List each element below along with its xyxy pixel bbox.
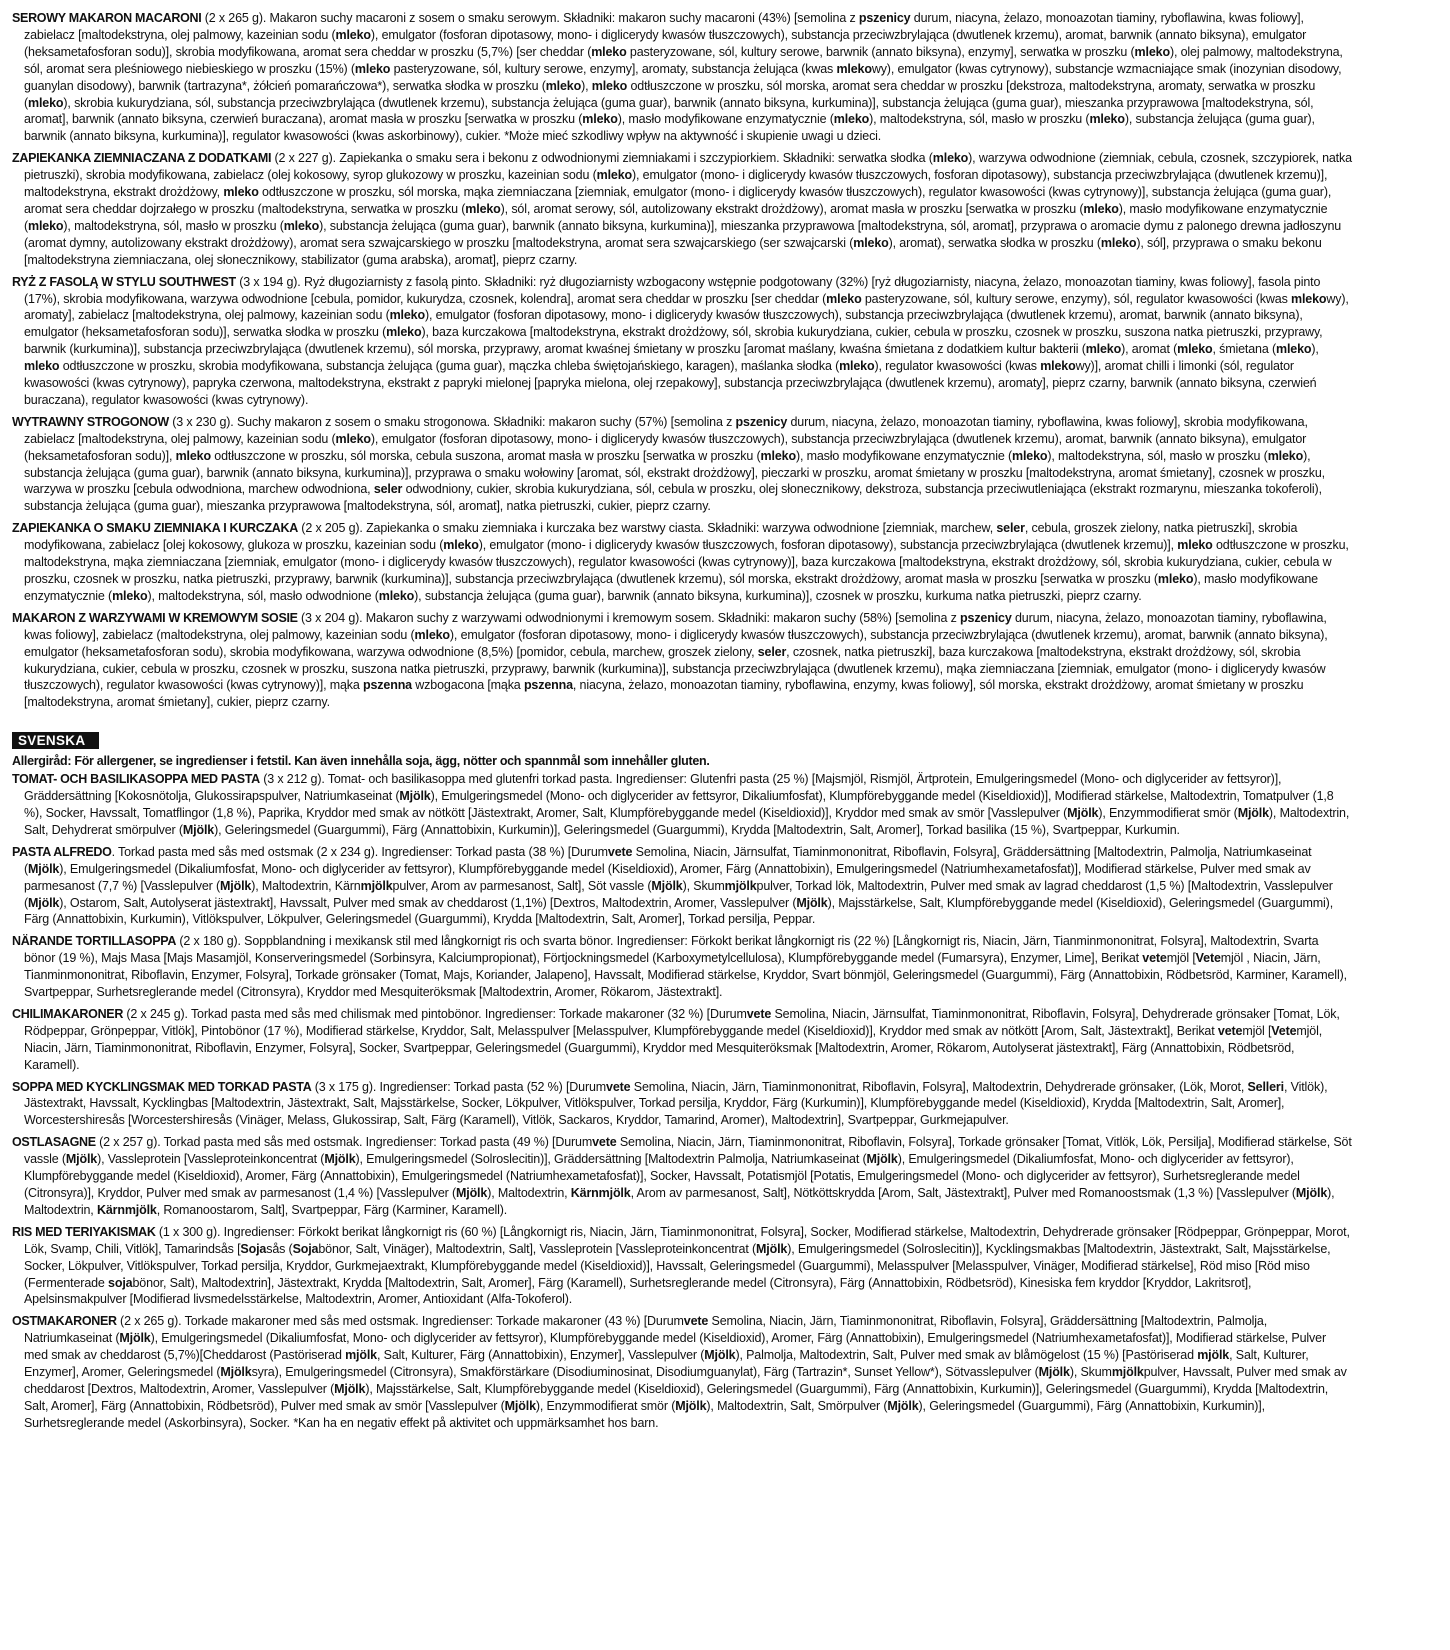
allergen-highlight: Vete — [1195, 951, 1221, 966]
product-entry — [12, 414, 1352, 515]
allergen-highlight: pszenna — [363, 678, 412, 693]
product-size: (2 x 265 g). — [201, 11, 270, 25]
product-size: (3 x 194 g). — [235, 274, 304, 289]
allergen-highlight: mleko — [1089, 112, 1125, 127]
allergen-highlight: mleko — [28, 95, 64, 110]
allergen-highlight: mleko — [223, 185, 259, 200]
allergen-highlight: Mjölk — [220, 878, 252, 893]
product-size: . — [111, 844, 118, 859]
allergen-highlight: Mjölk — [28, 895, 60, 910]
allergen-highlight: seler — [996, 521, 1025, 536]
allergen-highlight: mleko — [1012, 448, 1048, 463]
product-size: (3 x 212 g). — [259, 772, 328, 787]
product-entry — [12, 520, 1352, 605]
product-entry — [12, 10, 1352, 145]
product-size: (3 x 230 g). — [168, 414, 237, 429]
product-title: RIS MED TERIYAKISMAK — [12, 1224, 156, 1239]
swedish-section — [12, 771, 1352, 1432]
allergen-highlight: Mjölk — [334, 1381, 366, 1396]
allergen-highlight: vete — [592, 1135, 617, 1150]
allergen-highlight: Vete — [1271, 1023, 1297, 1038]
allergen-highlight: Mjölk — [119, 1331, 151, 1346]
allergen-highlight: vete — [746, 1006, 772, 1021]
product-entry — [12, 933, 1352, 1001]
product-size: (1 x 300 g). — [155, 1224, 224, 1239]
product-size: (2 x 257 g). — [95, 1135, 164, 1150]
allergen-highlight: Selleri — [1247, 1079, 1284, 1094]
allergen-highlight: mleko — [28, 218, 64, 233]
product-ingredients: Torkad pasta med sås med ostsmak. Ingredienser: Torkad pasta (49 %) [Durumvete Semolina, Niacin, Järn, Tiaminmononitrat, Riboflavin, Folsyra], Torkade grönsaker [Tomat, Vitlök, Lök, Persilja], Modifierad stärkelse, Söt vassle (Mjölk), Vassleprotein [Vassleproteinkoncentrat (Mjölk), Emulgeringsmedel (Solroslecitin)], Gräddersättning [Maltodextrin Palmolja, Natriumkaseinat (Mjölk), Emulgeringsmedel (Dikaliumfosfat, Mono- och diglycerider av fettsyror), Klumpförebyggande medel (Kiseldioxid), Aromer, Färg (Annattobixin), Emulgeringsmedel (Natriumhexametafosfat)], Socker, Havssalt, Potatismjöl [Potatis, Emulgeringsmedel (Mono- och diglycerider av fettsyror), Surhetsreglerande medel (Citronsyra)], Kryddor, Pulver med smak av parmesanost (1,4 %) [Vasslepulver (Mjölk), Maltodextrin, Kärnmjölk, Arom av parmesanost, Salt], Nötköttskrydda [Arom, Salt, Jästextrakt], Pulver med Romanoostsmak (1,3 %) [Vasslepulver (Mjölk), Maltodextrin, Kärnmjölk, Romanoostarom, Salt], Svartpeppar, Färg (Karminer, Karamell). — [24, 1135, 1352, 1217]
allergen-highlight: mleko — [465, 201, 501, 216]
allergen-highlight: Mjölk — [182, 822, 215, 837]
product-ingredients: Torkad pasta med sås med chilismak med pintobönor. Ingredienser: Torkade makaroner (32 %) [Durumvete Semolina, Niacin, Järnsulfat, Tiaminmononitrat, Riboflavin, Folsyra], Dehydrerade grönsaker [Tomat, Lök, Rödpeppar, Grönpeppar, Vitlök], Pintobönor (17 %), Modifierad stärkelse, Kryddor, Salt, Melasspulver [Melasspulver, Klumpförebyggande medel (Kiseldioxid)], Kryddor med smak av nötkött [Arom, Salt, Jästextrakt], Berikat vetemjöl [Vetemjöl, Niacin, Järn, Tiaminmononitrat, Riboflavin, Enzymer, Folsyra], Socker, Svartpeppar, Geleringsmedel (Guargummi), Kryddor med Mesquiteröksmak [Maltodextrin, Aromer, Rökarom, Autolyserat jästextrakt], Färg (Annattobixin, Rödbetsröd, Karamell). — [24, 1006, 1340, 1072]
allergen-highlight: mleko — [389, 308, 425, 323]
product-ingredients: Torkad pasta med sås med ostsmak (2 x 234 g). Ingredienser: Torkad pasta (38 %) [Durumvete Semolina, Niacin, Järnsulfat, Tiaminmononitrat, Riboflavin, Folsyra], Gräddersättning [Maltodextrin, Palmolja, Natriumkaseinat (Mjölk), Emulgeringsmedel (Dikaliumfosfat, Mono- och diglycerider av fettsyror), Klumpförebyggande medel (Kiseldioxid), Aromer, Färg (Annattobixin), Emulgeringsmedel (Natriumhexametafosfat)], Modifierad stärkelse, Pulver med smak av parmesanost (7,7 %) [Vasslepulver (Mjölk), Maltodextrin, Kärnmjölkpulver, Arom av parmesanost, Salt], Söt vassle (Mjölk), Skummjölkpulver, Torkad lök, Maltodextrin, Pulver med smak av lagrad cheddarost (1,5 %) [Maltodextrin, Vasslepulver (Mjölk), Ostarom, Salt, Autolyserat jästextrakt], Havssalt, Pulver med smak av cheddarost (1,1%) [Dextros, Maltodextrin, Aromer, Vasslepulver (Mjölk), Majsstärkelse, Salt, Klumpförebyggande medel (Kiseldioxid), Geleringsmedel (Guargummi), Färg (Annattobixin, Kurkumin), Vitlökspulver, Lökpulver, Geleringsmedel (Guargummi), Krydda [Maltodextrin, Salt, Aromer], Torkad persilja, Peppar. — [24, 844, 1334, 927]
product-ingredients: Ryż długoziarnisty z fasolą pinto. Składniki: ryż długoziarnisty wzbogacony wstępnie podgotowany (32%) [ryż długoziarnisty, niacyna, żelazo, monoazotan tiaminy, kwas foliowy], fasola pinto (17%), skrobia modyfikowana, warzywa odwodnione [cebula, pomidor, kukurydza, czosnek, kolendra], aromat sera cheddar w proszku [ser cheddar (mleko pasteryzowane, sól, kultury serowe, enzymy), sól, regulator kwasowości (kwas mlekowy), aromaty], zabielacz [maltodekstryna, olej palmowy, kazeinian sodu (mleko), emulgator (fosforan dipotasowy, mono- i diglicerydy kwasów tłuszczowych), substancja przeciwzbrylająca (dwutlenek krzemu), aromat, barwnik (annato biksyna), emulgator (heksametafosforan sodu)], serwatka słodka w proszku (mleko), baza kurczakowa [maltodekstryna, ekstrakt drożdżowy, sól, skrobia kukurydziana, cukier, cebula w proszku, czosnek w proszku, suszona natka pietruszki, przyprawy, barwnik (kurkumina)], substancja przeciwzbrylająca (dwutlenek krzemu), sól morska, przyprawy, aromat kwaśnej śmietany w proszku [aromat maślany, kwaśna śmietana z dodatkiem kultur bakterii (mleko), aromat (mleko, śmietana (mleko), mleko odtłuszczone w proszku, skrobia modyfikowana, substancja żelująca (guma guar), mączka chleba świętojańskiego, karagen), maślanka słodka (mleko), regulator kwasowości (kwas mlekowy)], aromat chilli i limonki (sól, regulator kwasowości (kwas cytrynowy), papryka czerwona, maltodekstryna, ekstrakt z papryki mielonej [papryka mielona, olej rzepakowy], substancja przeciwzbrylająca (dwutlenek krzemu), aromaty], pieprz czarny, barwnik (annato biksyna, czerwień buraczana), regulator kwasowości (kwas cytrynowy). — [24, 274, 1349, 407]
allergen-highlight: seler — [757, 644, 787, 659]
product-ingredients: Ingredienser: Torkad pasta (52 %) [Durumvete Semolina, Niacin, Järn, Tiaminmononitrat, Riboflavin, Folsyra], Maltodextrin, Dehydrerade grönsaker, (Lök, Morot, Selleri, Vitlök), Jästextrakt, Havssalt, Kycklingbas [Maltodextrin, Jästextrakt, Salt, Majsstärkelse, Socker, Lökpulver, Vitlökspulver, Torkad persilja, Kryddor, Färg (Kurkumin)], Klumpförebyggande medel (Kiseldioxid), Krydda [Maltodextrin, Salt, Aromer], Worcestershiresås [Worcestershiresås (Vinäger, Melass, Glukossirap, Salt, Färg (Karamell), Vitlök, Sackaros, Kryddor, Tamarind, Aromer), Maltodextrin], Svartpeppar, Gurkmejapulver. — [24, 1079, 1328, 1128]
product-ingredients: Ingredienser: Förkokt berikat långkornigt ris (60 %) [Långkornigt ris, Niacin, Järn, Tiaminmononitrat, Folsyra], Socker, Modifierad stärkelse, Maltodextrin, Dehydrerade grönsaker [Rödpeppar, Grönpeppar, Morot, Lök, Svamp, Chili, Vitlök], Tamarindsås [Sojasås (Sojabönor, Salt, Vinäger), Maltodextrin, Salt], Vassleprotein [Vassleproteinkoncentrat (Mjölk), Emulgeringsmedel (Solroslecitin)], Kycklingsmakbas [Maltodextrin, Jästextrakt, Salt, Majsstärkelse, Socker, Lökpulver, Vitlökspulver, Torkad persilja, Kryddor, Gurkmejaextrakt, Klumpförebyggande medel (Kiseldioxid)], Havssalt, Geleringsmedel (Guargummi), Melasspulver [Melasspulver, Vinäger, Modifierad stärkelse], Röd miso [Röd miso (Fermenterade sojabönor, Salt), Maltodextrin], Jästextrakt, Krydda [Maltodextrin, Salt, Aromer], Färg (Karamell), Surhetsreglerande medel (Citronsyra), Färg (Annattobixin, Rödbetsröd), Kinesiska fem kryddor [Kryddor, Lakritsrot], Apelsinsmakpulver [Modifierad livsmedelsstärkelse, Maltodextrin, Aromer, Antioxidant (Alfa-Tokoferol). — [24, 1224, 1350, 1307]
allergen-highlight: mleko — [760, 448, 796, 463]
product-title: OSTMAKARONER — [12, 1314, 117, 1329]
allergen-highlight: vete — [607, 844, 633, 859]
product-entry — [12, 150, 1352, 268]
allergen-highlight: mleko — [1157, 572, 1194, 586]
allergen-highlight: mjölk — [345, 1348, 377, 1363]
allergen-highlight: mleko — [386, 325, 422, 340]
allergen-highlight: mleko — [1083, 201, 1119, 216]
product-size: (2 x 205 g). — [297, 521, 367, 536]
allergen-highlight: mleko — [354, 61, 391, 76]
allergen-highlight: Mjölk — [65, 1152, 98, 1167]
allergen-highlight: Mjölk — [1067, 805, 1099, 820]
allergen-highlight: Mjölk — [756, 1241, 788, 1256]
allergen-highlight: mjölk — [360, 878, 393, 893]
allergen-highlight: vete — [1217, 1023, 1243, 1038]
allergen-highlight: Mjölk — [675, 1398, 707, 1413]
allergen-highlight: vete — [683, 1314, 709, 1329]
allergen-highlight: Mjölk — [28, 861, 60, 876]
allergen-highlight: pszenicy — [858, 11, 911, 25]
allergen-highlight: mleko — [591, 44, 627, 59]
allergen-highlight: mjölk — [1197, 1348, 1230, 1363]
product-entry — [12, 610, 1352, 711]
product-entry — [12, 1079, 1352, 1130]
product-entry — [12, 1006, 1352, 1074]
allergen-highlight: mleko — [826, 291, 862, 306]
allergen-highlight: mleko — [335, 27, 371, 42]
allergen-highlight: Mjölk — [796, 895, 828, 910]
product-ingredients: Makaron suchy macaroni z sosem o smaku serowym. Składniki: makaron suchy macaroni (43%) [semolina z pszenicy durum, niacyna, żelazo, monoazotan tiaminy, ryboflawina, kwas foliowy], zabielacz [maltodekstryna, olej palmowy, kazeinian sodu (mleko), emulgator (fosforan dipotasowy, mono- i diglicerydy kwasów tłuszczowych), substancja przeciwzbrylająca (dwutlenek krzemu), aromat, barwnik (annato biksyna), emulgator (heksametafosforan sodu)], skrobia modyfikowana, aromat sera cheddar w proszku (5,7%) [ser cheddar (mleko pasteryzowane, sól, kultury serowe, barwnik (annato biksyna), enzymy], serwatka w proszku (mleko), olej palmowy, maltodekstryna, sól, aromat sera pleśniowego niebieskiego w proszku (15%) (mleko pasteryzowane, sól, kultury serowe, enzymy], aromaty, substancja żelująca (kwas mlekowy), emulgator (kwas cytrynowy), substancje wzmacniające smak (inozynian disodowy, guanylan disodowy), barwnik (tartrazyna*, żółcień pomarańczowa*), serwatka słodka w proszku (mleko), mleko odtłuszczone w proszku, sól morska, aromat sera cheddar w proszku [dekstroza, maltodekstryna, aromaty, serwatka w proszku (mleko), skrobia kukurydziana, sól, substancja przeciwzbrylająca (dwutlenek krzemu), substancja żelująca (guma guar), barwnik (annato biksyna, kurkumina)], substancja żelująca (guma guar), mieszanka przyprawowa [maltodekstryna, sól, aromat], barwnik (annato biksyna, czerwień buraczana), aromat masła w proszku [serwatka w proszku (mleko), masło modyfikowane enzymatycznie (mleko), maltodekstryna, sól, masło w proszku (mleko), substancja żelująca (guma guar), barwnik (annato biksyna, kurkumina)], regulator kwasowości (kwas askorbinowy), cukier. *Może mieć szkodliwy wpływ na aktywność i skupienie uwagi u dzieci. — [24, 11, 1343, 144]
allergen-highlight: mleko — [582, 112, 618, 127]
allergen-highlight: Soja — [240, 1241, 267, 1256]
allergen-highlight: mleko — [112, 588, 148, 603]
allergen-highlight: mleko — [1100, 235, 1137, 250]
allergen-highlight: Mjölk — [887, 1398, 919, 1413]
product-ingredients: Makaron suchy z warzywami odwodnionymi i kremowym sosem. Składniki: makaron suchy (58%) [semolina z pszenicy durum, niacyna, żelazo, monoazotan tiaminy, ryboflawina, kwas foliowy], zabielacz (maltodekstryna, olej palmowy, kazeinian sodu (mleko), emulgator (fosforan dipotasowy, mono- i diglicerydy kwasów tłuszczowych), substancja przeciwzbrylająca (dwutlenek krzemu), aromat, barwnik (annato biksyna), emulgator (heksametafosforan sodu), skrobia modyfikowana, warzywa odwodnione (8,5%) [pomidor, cebula, marchew, groszek zielony, seler, czosnek, natka pietruszki], baza kurczakowa [maltodekstryna, ekstrakt drożdżowy, sól, skrobia kukurydziana, cukier, cebula w proszku, czosnek w proszku, suszona natka pietruszki, przyprawy, barwnik (kurkumina)], substancja przeciwzbrylająca (dwutlenek krzemu), mąka ziemniaczana [ziemniak, emulgator (mono- i diglicerydy kwasów tłuszczowych), regulator kwasowości (kwas cytrynowy)], mąka pszenna wzbogacona [mąka pszenna, niacyna, żelazo, monoazotan tiaminy, ryboflawina, enzymy, kwas foliowy], sól morska, ekstrakt drożdżowy, aromat śmietany w proszku [maltodekstryna, aromat śmietany], cukier, pieprz czarny. — [24, 610, 1328, 710]
product-title: SOPPA MED KYCKLINGSMAK MED TORKAD PASTA — [12, 1079, 312, 1094]
product-entry — [12, 1134, 1352, 1219]
product-ingredients: Soppblandning i mexikansk stil med långkornigt ris och svarta bönor. Ingredienser: Förkokt berikat långkornigt ris (22 %) [Långkornigt ris, Niacin, Järn, Tianminmononitrat, Folsyra], Maltodextrin, Svarta bönor (19 %), Majs Masa [Majs Masamjöl, Konserveringsmedel (Sorbinsyra, Kalciumpropionat), Förtjockningsmedel (Karboxymetylcellulosa), Klumpförebyggande medel (Fumarsyra), Enzymer, Lime], Berikat vetemjöl [Vetemjöl , Niacin, Järn, Tianminmononitrat, Riboflavin, Enzymer, Folsyra], Torkade grönsaker (Tomat, Majs, Koriander, Jalapeno], Havssalt, Modifierad stärkelse, Kryddor, Svart bönmjöl, Geleringsmedel (Guargummi), Färg (Annattobixin, Rödbetsröd, Karminer, Karamell), Svartpeppar, Surhetsreglerande medel (Citronsyra), Kryddor med Mesquiteröksmak [Maltodextrin, Aromer, Rökarom, Jästextrakt]. — [24, 934, 1347, 1000]
allergen-highlight: mleko — [1085, 342, 1122, 357]
product-entry — [12, 844, 1352, 929]
product-ingredients: Torkade makaroner med sås med ostsmak. Ingredienser: Torkade makaroner (43 %) [Durumvete Semolina, Niacin, Järn, Tiaminmononitrat, Riboflavin, Folsyra], Gräddersättning [Maltodextrin, Palmolja, Natriumkaseinat (Mjölk), Emulgeringsmedel (Dikaliumfosfat, Mono- och diglycerider av fettsyror), Klumpförebyggande medel (Kiseldioxid), Aromer, Färg (Annattobixin), Emulgeringsmedel (Natriumhexametafosfat)], Modifierad stärkelse, Pulver med smak av cheddarost (5,7%)[Cheddarost (Pastöriserad mjölk, Salt, Kulturer, Färg (Annattobixin), Enzymer], Vasslepulver (Mjölk), Palmolja, Maltodextrin, Salt, Pulver med smak av blåmögelost (15 %) [Pastöriserad mjölk, Salt, Kulturer, Enzymer], Aromer, Geleringsmedel (Mjölksyra), Emulgeringsmedel (Citronsyra), Smakförstärkare (Disodiuminosinat, Disodiumguanylat), Färg (Tartrazin*, Sunset Yellow*), Sötvasslepulver (Mjölk), Skummjölkpulver, Havssalt, Pulver med smak av cheddarost [Dextros, Maltodextrin, Aromer, Vasslepulver (Mjölk), Majsstärkelse, Salt, Klumpförebyggande medel (Kiseldioxid), Geleringsmedel (Guargummi), Färg (Annattobixin, Kurkumin)], Geleringsmedel (Guargummi), Krydda [Maltodextrin, Salt, Aromer], Färg (Annattobixin, Rödbetsröd), Pulver med smak av smör [Vasslepulver (Mjölk), Enzymmodifierat smör (Mjölk), Maltodextrin, Salt, Smörpulver (Mjölk), Geleringsmedel (Guargummi), Färg (Annattobixin, Kurkumin)], Surhetsreglerande medel (Askorbinsyra), Socker. *Kan ha en negativ effekt på aktivitet och uppmärksamhet hos barn. — [24, 1314, 1347, 1430]
allergen-highlight: Mjölk — [455, 1186, 488, 1200]
product-title: ZAPIEKANKA O SMAKU ZIEMNIAKA I KURCZAKA — [12, 521, 298, 536]
product-title: NÄRANDE TORTILLASOPPA — [12, 934, 177, 949]
product-size: (2 x 265 g). — [116, 1314, 185, 1329]
allergen-highlight: Mjölk — [504, 1398, 536, 1413]
allergen-highlight: mjölk — [1111, 1365, 1144, 1380]
product-size: (3 x 204 g). — [297, 610, 366, 625]
allergen-highlight: Mjölk — [651, 878, 683, 893]
allergen-highlight: mleko — [414, 627, 450, 642]
ingredients-page — [12, 10, 1352, 1437]
allergen-highlight: mleko — [1134, 44, 1170, 59]
allergen-highlight: soja — [108, 1275, 133, 1290]
allergen-highlight: Mjölk — [220, 1365, 252, 1380]
allergen-highlight: mleko — [443, 538, 479, 553]
allergen-highlight: mleko — [1040, 359, 1076, 374]
product-entry — [12, 771, 1352, 839]
allergen-highlight: vete — [606, 1079, 631, 1094]
language-badge-svenska: SVENSKA — [12, 732, 99, 749]
allergen-highlight: mleko — [283, 218, 320, 233]
allergen-highlight: pszenna — [523, 678, 573, 693]
allergen-highlight: Mjölk — [1295, 1186, 1328, 1200]
product-entry — [12, 274, 1352, 409]
allergen-highlight: Soja — [292, 1241, 319, 1256]
product-title: ZAPIEKANKA ZIEMNIACZANA Z DODATKAMI — [12, 151, 272, 166]
product-size: (3 x 175 g). — [311, 1079, 380, 1094]
allergen-highlight: seler — [373, 482, 403, 497]
allergen-highlight: mleko — [833, 112, 870, 127]
allergen-highlight: mleko — [1291, 291, 1327, 306]
allergen-highlight: mleko — [335, 431, 371, 446]
allergen-highlight: mleko — [591, 78, 628, 93]
product-title: CHILIMAKARONER — [12, 1006, 124, 1021]
product-entry — [12, 1224, 1352, 1309]
language-section-header — [12, 716, 1352, 753]
allergen-highlight: mleko — [1177, 342, 1213, 357]
allergen-highlight: mleko — [836, 61, 872, 76]
allergen-highlight: Kärnmjölk — [570, 1186, 631, 1200]
allergen-highlight: Mjölk — [704, 1348, 736, 1363]
product-ingredients: Tomat- och basilikasoppa med glutenfri torkad pasta. Ingredienser: Glutenfri pasta (25 %) [Majsmjöl, Rismjöl, Ärtprotein, Emulgeringsmedel (Mono- och diglycerider av fettsyror)], Gräddersättning [Kokosnötolja, Glukossirapspulver, Natriumkaseinat (Mjölk), Emulgeringsmedel (Mono- och diglycerider av fettsyror, Dikaliumfosfat), Klumpförebyggande medel (Kiseldioxid)], Modifierad stärkelse, Maltodextrin, Tomatpulver (1,8 %), Socker, Havssalt, Tomatflingor (1,8 %), Paprika, Kryddor med smak av nötkött [Jästextrakt, Aromer, Salt, Klumpförebyggande medel (Kiseldioxid)], Kryddor med smak av smör [Vasslepulver (Mjölk), Enzymmodifierat smör (Mjölk), Maltodextrin, Salt, Dehydrerat smörpulver (Mjölk), Geleringsmedel (Guargummi), Färg (Annattobixin, Kurkumin)], Geleringsmedel (Guargummi), Krydda [Maltodextrin, Salt, Aromer], Torkad basilika (15 %), Svartpeppar, Kurkumin. — [24, 772, 1350, 837]
allergen-highlight: mleko — [545, 78, 582, 93]
allergen-highlight: Mjölk — [1237, 805, 1269, 820]
allergen-highlight: pszenicy — [735, 414, 788, 429]
allergen-highlight: mleko — [175, 448, 211, 463]
product-title: RYŻ Z FASOLĄ W STYLU SOUTHWEST — [12, 274, 236, 289]
allergen-highlight: Kärnmjölk — [96, 1202, 157, 1217]
allergen-highlight: mjölk — [724, 878, 757, 893]
allergen-highlight: pszenicy — [960, 610, 1012, 625]
product-ingredients: Suchy makaron z sosem o smaku strogonowa. Składniki: makaron suchy (57%) [semolina z pszenicy durum, niacyna, żelazo, monoazotan tiaminy, ryboflawina, kwas foliowy], skrobia modyfikowana, zabielacz [maltodekstryna, olej palmowy, kazeinian sodu (mleko), emulgator (fosforan dipotasowy, mono- i diglicerydy kwasów tłuszczowych), substancja przeciwzbrylająca (dwutlenek krzemu), aromat, barwnik (annato biksyna), emulgator (heksametafosforan sodu)], mleko odtłuszczone w proszku, sól morska, cebula suszona, aromat masła w proszku [serwatka w proszku (mleko), masło modyfikowane enzymatycznie (mleko), maltodekstryna, sól, masło w proszku (mleko), substancja żelująca (guma guar), barwnik (annato biksyna, kurkumina)], przyprawa o smaku wołowiny [aromat, sól, ekstrakt drożdżowy], pieczarki w proszku, aromat śmietany w proszku [maltodekstryna, aromat śmietany], czosnek w proszku, warzywa w proszku [cebula odwodniona, marchew odwodniona, seler odwodniony, cukier, skrobia kukurydziana, sól, cebula w proszku, olej słonecznikowy, dekstroza, substancja przeciwutleniająca (ekstrakt rozmarynu, mieszanka tokoferoli), substancja żelująca (guma guar), mieszanka przyprawowa [maltodekstryna, sól, aromat], natka pietruszki, cukier, pieprz czarny. — [24, 414, 1325, 514]
allergen-highlight: mleko — [932, 151, 969, 166]
product-title: WYTRAWNY STROGONOW — [12, 414, 169, 429]
allergen-highlight: Mjölk — [1038, 1365, 1070, 1380]
product-size: (2 x 227 g). — [271, 151, 340, 166]
allergen-highlight: Mjölk — [324, 1152, 356, 1167]
allergen-highlight: mleko — [596, 168, 633, 183]
product-title: OSTLASAGNE — [12, 1135, 96, 1150]
product-size: (2 x 180 g). — [176, 934, 245, 949]
product-title: SEROWY MAKARON MACARONI — [12, 11, 202, 25]
allergen-highlight: mleko — [1267, 448, 1304, 463]
product-entry — [12, 1313, 1352, 1431]
product-ingredients: Zapiekanka o smaku ziemniaka i kurczaka bez warstwy ciasta. Składniki: warzywa odwodnione [ziemniak, marchew, seler, cebula, groszek zielony, natka pietruszki], skrobia modyfikowana, zabielacz [olej kokosowy, glukoza w proszku, kazeinian sodu (mleko), emulgator (mono- i diglicerydy kwasów tłuszczowych, fosforan dipotasowy), substancja przeciwzbrylająca (dwutlenek krzemu)], mleko odtłuszczone w proszku, maltodekstryna, mąka ziemniaczana [ziemniak, emulgator (mono- i diglicerydy kwasów tłuszczowych), regulator kwasowości (kwas cytrynowy)], baza kurczakowa [maltodekstryna, ekstrakt drożdżowy, sól, skrobia kukurydziana, cukier, cebula w proszku, czosnek w proszku, natka pietruszki, przyprawy, barwnik (kurkumina)], substancja przeciwzbrylająca (dwutlenek krzemu), sól morska, ekstrakt drożdżowy, aromat masła w proszku [serwatka w proszku (mleko), masło modyfikowane enzymatycznie (mleko), maltodekstryna, sól, masło odwodnione (mleko), substancja żelująca (guma guar), barwnik (annato biksyna, kurkumina)], czosnek w proszku, kurkuma natka pietruszki, pieprz czarny. — [24, 521, 1349, 603]
product-title: MAKARON Z WARZYWAMI W KREMOWYM SOSIE — [12, 610, 298, 625]
allergen-highlight: mleko — [853, 235, 889, 250]
allergen-highlight: mleko — [378, 588, 415, 603]
allergen-highlight: vete — [1142, 951, 1167, 966]
product-ingredients: Zapiekanka o smaku sera i bekonu z odwodnionymi ziemniakami i szczypiorkiem. Składniki: serwatka słodka (mleko), warzywa odwodnione (ziemniak, cebula, czosnek, szczypiorek, natka pietruszki), skrobia modyfikowana, zabielacz (olej kokosowy, syrop glukozowy w proszku, kazeinian sodu (mleko), emulgator (mono- i diglicerydy kwasów tłuszczowych, fosforan dipotasowy), substancja przeciwzbrylająca (dwutlenek krzemu)], maltodekstryna, ekstrakt drożdżowy, mleko odtłuszczone w proszku, sól morska, mąka ziemniaczana [ziemniak, emulgator (mono- i diglicerydy kwasów tłuszczowych), regulator kwasowości (kwas cytrynowy)], substancja żelująca (guma guar), aromat sera cheddar dojrzałego w proszku (maltodekstryna, serwatka w proszku (mleko), sól, aromat serowy, sól, autolizowany ekstrakt drożdżowy), aromat masła w proszku [serwatka w proszku (mleko), masło modyfikowane enzymatycznie (mleko), maltodekstryna, sól, masło w proszku (mleko), substancja żelująca (guma guar), barwnik (annato biksyna, kurkumina)], mieszanka przyprawowa [maltodekstryna, sól, aromat], przyprawa o aromacie dymu z palonego drewna jadłoszynu (aromat dymny, autolizowany ekstrakt drożdżowy), aromat sera szwajcarskiego w proszku [maltodekstryna, aromat sera szwajcarskiego (ser szwajcarski (mleko), aromat), serwatka słodka w proszku (mleko), sól], przyprawa o smaku bekonu [maltodekstryna ziemniaczana, olej słonecznikowy, stabilizator (guma arabska), aromat], pieprz czarny. — [24, 151, 1352, 267]
polish-section — [12, 10, 1352, 711]
allergen-highlight: Mjölk — [399, 789, 431, 804]
product-title: TOMAT- OCH BASILIKASOPPA MED PASTA — [12, 772, 260, 787]
allergen-highlight: mleko — [24, 359, 60, 374]
allergen-highlight: Mjölk — [866, 1152, 898, 1167]
allergen-highlight: mleko — [1276, 342, 1312, 357]
product-size: (2 x 245 g). — [123, 1006, 191, 1021]
allergen-highlight: mleko — [839, 359, 875, 374]
allergen-highlight: mleko — [1177, 538, 1213, 553]
allergen-note: Allergiråd: För allergener, se ingredienser i fetstil. Kan även innehålla soja, ägg, nötter och spannmål som innehåller gluten. — [12, 754, 710, 769]
product-title: PASTA ALFREDO — [12, 844, 112, 859]
